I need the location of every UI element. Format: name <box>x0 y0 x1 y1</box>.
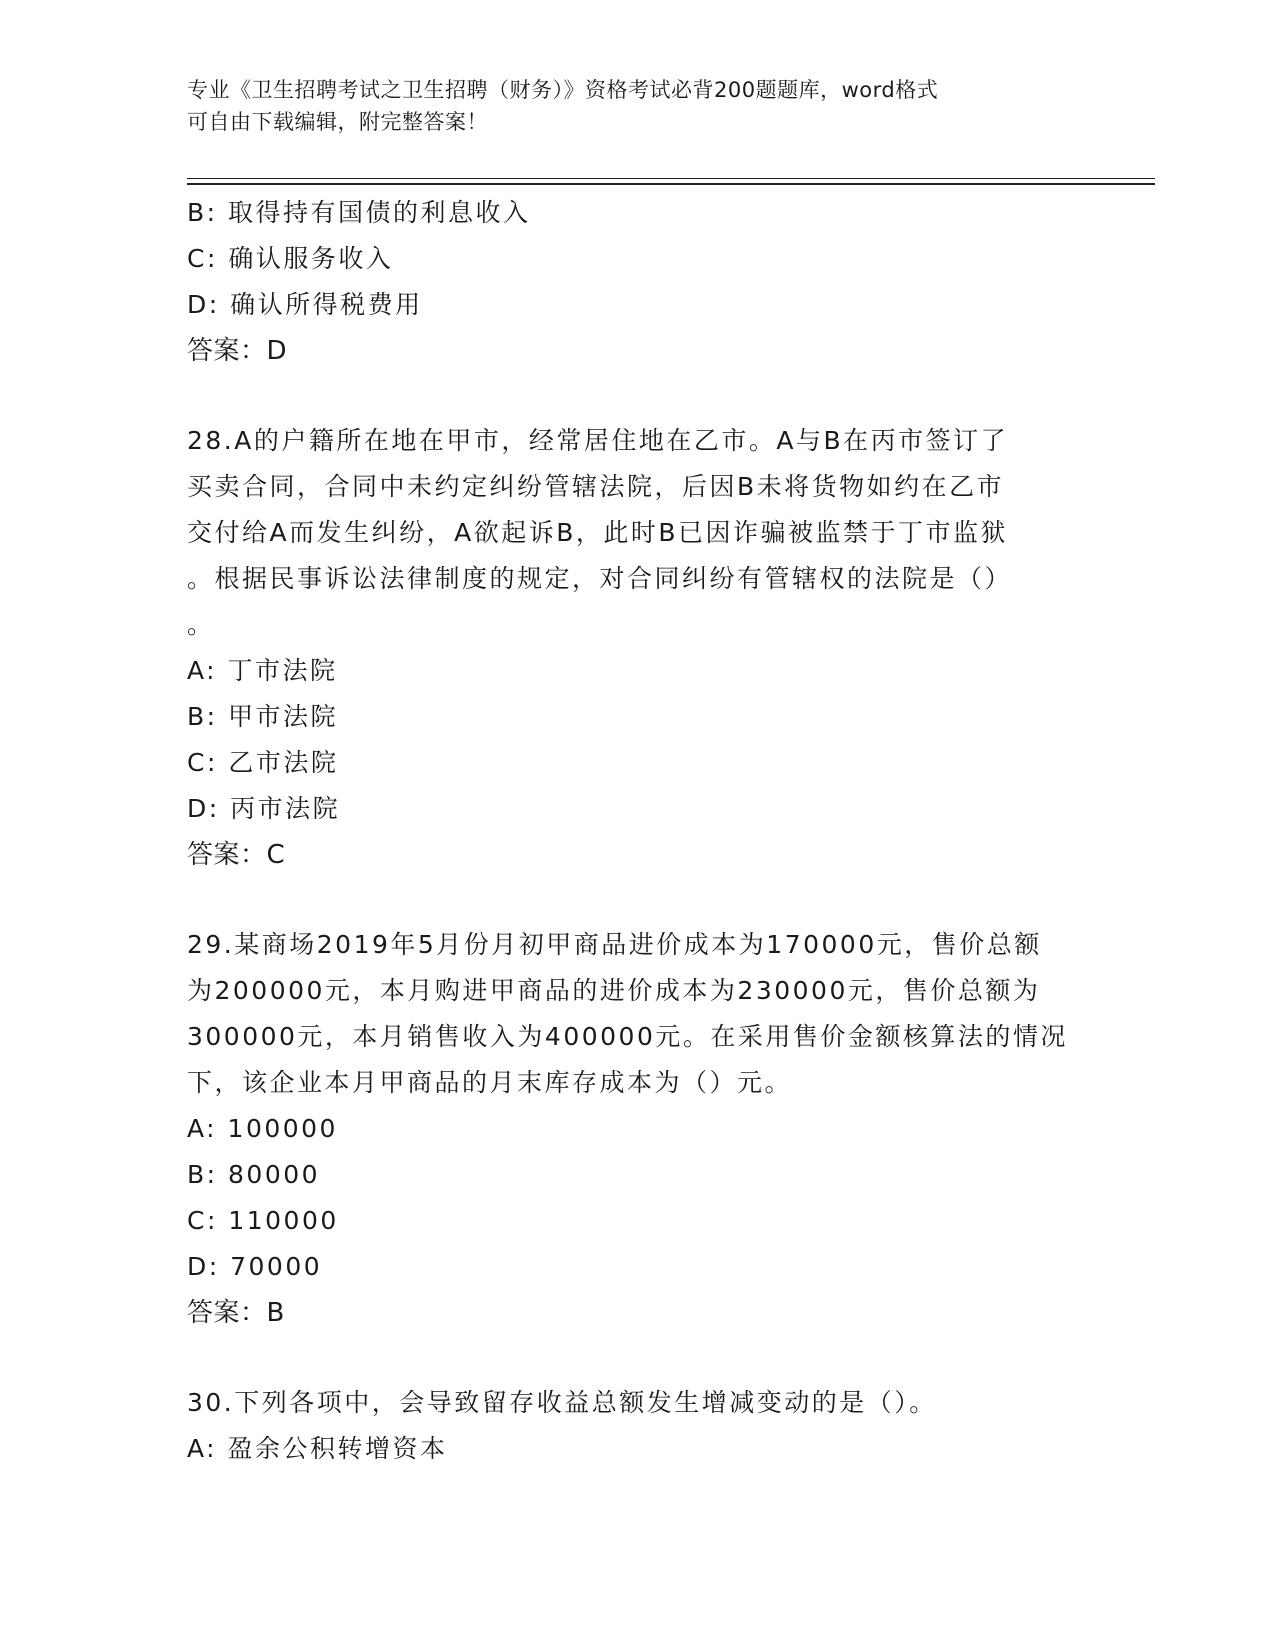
header-line-1: 专业《卫生招聘考试之卫生招聘（财务）》资格考试必背200题题库，word格式 <box>187 78 939 102</box>
q28-stem-line: 交付给A而发生纠纷，A欲起诉B，此时B已因诈骗被监禁于丁市监狱 <box>187 518 1009 547</box>
question-29 <box>187 922 1087 1336</box>
q30-stem-line: 30.下列各项中，会导致留存收益总额发生增减变动的是（）。 <box>187 1388 937 1417</box>
question-28 <box>187 418 1087 878</box>
q28-stem-line: 。根据民事诉讼法律制度的规定，对合同纠纷有管辖权的法院是（） <box>187 564 1013 593</box>
document-header <box>187 74 1087 138</box>
q30-option-a: A: 盈余公积转增资本 <box>187 1434 448 1463</box>
q28-stem-line: 28.A的户籍所在地在甲市，经常居住地在乙市。A与B在丙市签订了 <box>187 426 1009 455</box>
q29-option-b: B: 80000 <box>187 1160 321 1189</box>
q28-option-b: B: 甲市法院 <box>187 702 339 731</box>
q28-option-c: C: 乙市法院 <box>187 748 339 777</box>
header-line-2: 可自由下载编辑，附完整答案！ <box>187 110 488 134</box>
q28-answer: 答案：C <box>187 840 286 870</box>
question-content <box>187 190 1087 1472</box>
header-divider-thick <box>187 183 1155 185</box>
question-27 <box>187 190 1087 374</box>
q28-stem-line: 。 <box>187 610 215 639</box>
q27-option-b: B: 取得持有国债的利息收入 <box>187 198 531 227</box>
q29-stem-line: 下，该企业本月甲商品的月末库存成本为（）元。 <box>187 1068 793 1097</box>
q27-option-c: C: 确认服务收入 <box>187 244 394 273</box>
q29-option-d: D: 70000 <box>187 1252 323 1281</box>
q27-answer: 答案：D <box>187 336 288 366</box>
question-30 <box>187 1380 1087 1472</box>
q29-stem-line: 300000元，本月销售收入为400000元。在采用售价金额核算法的情况 <box>187 1022 1068 1051</box>
q29-answer: 答案：B <box>187 1298 285 1328</box>
q28-option-a: A: 丁市法院 <box>187 656 338 685</box>
q27-option-d: D: 确认所得税费用 <box>187 290 423 319</box>
q28-option-d: D: 丙市法院 <box>187 794 341 823</box>
q29-stem-line: 为200000元，本月购进甲商品的进价成本为230000元，售价总额为 <box>187 976 1041 1005</box>
q29-option-c: C: 110000 <box>187 1206 339 1235</box>
q28-stem-line: 买卖合同，合同中未约定纠纷管辖法院，后因B未将货物如约在乙市 <box>187 472 1005 501</box>
q29-option-a: A: 100000 <box>187 1114 338 1143</box>
header-divider-thin <box>187 178 1155 179</box>
q29-stem-line: 29.某商场2019年5月份月初甲商品进价成本为170000元，售价总额 <box>187 930 1042 959</box>
